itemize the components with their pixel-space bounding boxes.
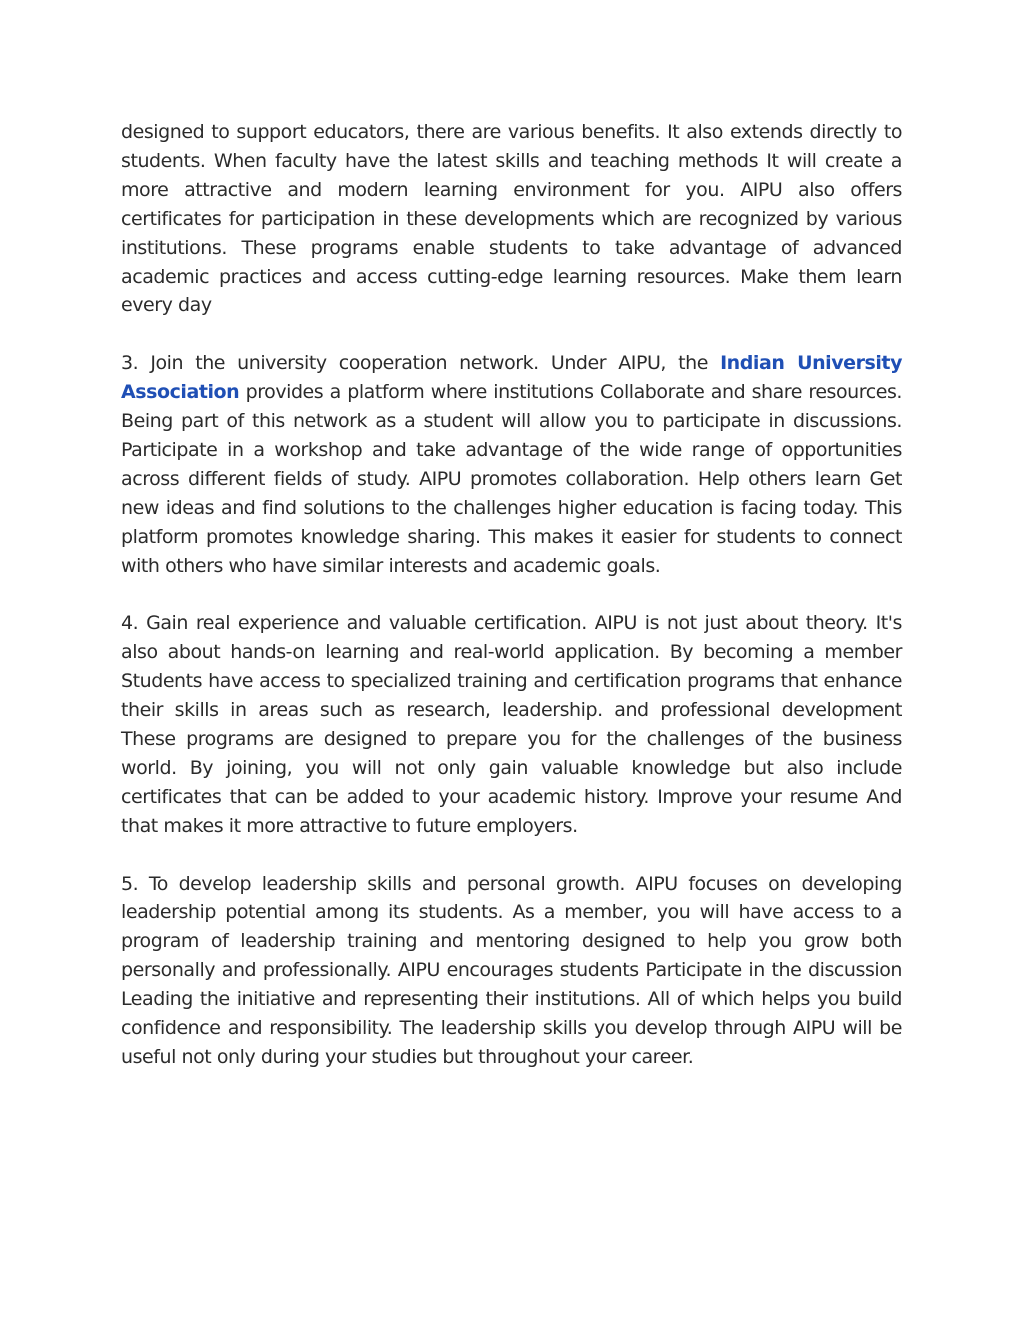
paragraph-text: 5. To develop leadership skills and personal growth. AIPU focuses on developing leadership potential among its students. As a member, you will have access to a program of leadership training and mentoring designed to help you grow both personally and professionally. AIPU encourages students Participate in the discussion Leading the initiative and representing their institutions. All of which helps you build confidence and responsibility. The leadership skills you develop through AIPU will be useful not only during your studies but throughout your career. xyxy=(121,872,902,1068)
paragraph-text-before-link: 3. Join the university cooperation network. Under AIPU, the xyxy=(121,352,721,375)
paragraph-educator-benefits xyxy=(121,118,902,320)
paragraph-text: 4. Gain real experience and valuable certification. AIPU is not just about theory. It's also about hands-on learning and real-world application. By becoming a member Students have access to specialized training and certification programs that enhance their skills in areas such as research, leadership. and professional development These programs are designed to prepare you for the challenges of the business world. By joining, you will not only gain valuable knowledge but also include certificates that can be added to your academic history. Improve your resume And that makes it more attractive to future employers. xyxy=(121,612,902,837)
paragraph-cooperation-network xyxy=(121,349,902,580)
paragraph-text: designed to support educators, there are various benefits. It also extends directly to students. When faculty have the latest skills and teaching methods It will create a more attractive and modern learning environment for you. AIPU also offers certificates for participation in these developments which are recognized by various institutions. These programs enable students to take advantage of advanced academic practices and access cutting-edge learning resources. Make them learn every day xyxy=(121,121,902,317)
document-body xyxy=(121,118,902,1101)
paragraph-leadership-growth xyxy=(121,870,902,1072)
paragraph-text-after-link: provides a platform where institutions Collaborate and share resources. Being part of this network as a student will allow you to participate in discussions. Participate in a workshop and take advantage of the wide range of opportunities across different fields of study. AIPU promotes collaboration. Help others learn Get new ideas and find solutions to the challenges higher education is facing today. This platform promotes knowledge sharing. This makes it easier for students to connect with others who have similar interests and academic goals. xyxy=(121,381,902,577)
paragraph-experience-certification xyxy=(121,609,902,840)
indian-university-association-link[interactable]: Indian University Association xyxy=(121,352,903,404)
